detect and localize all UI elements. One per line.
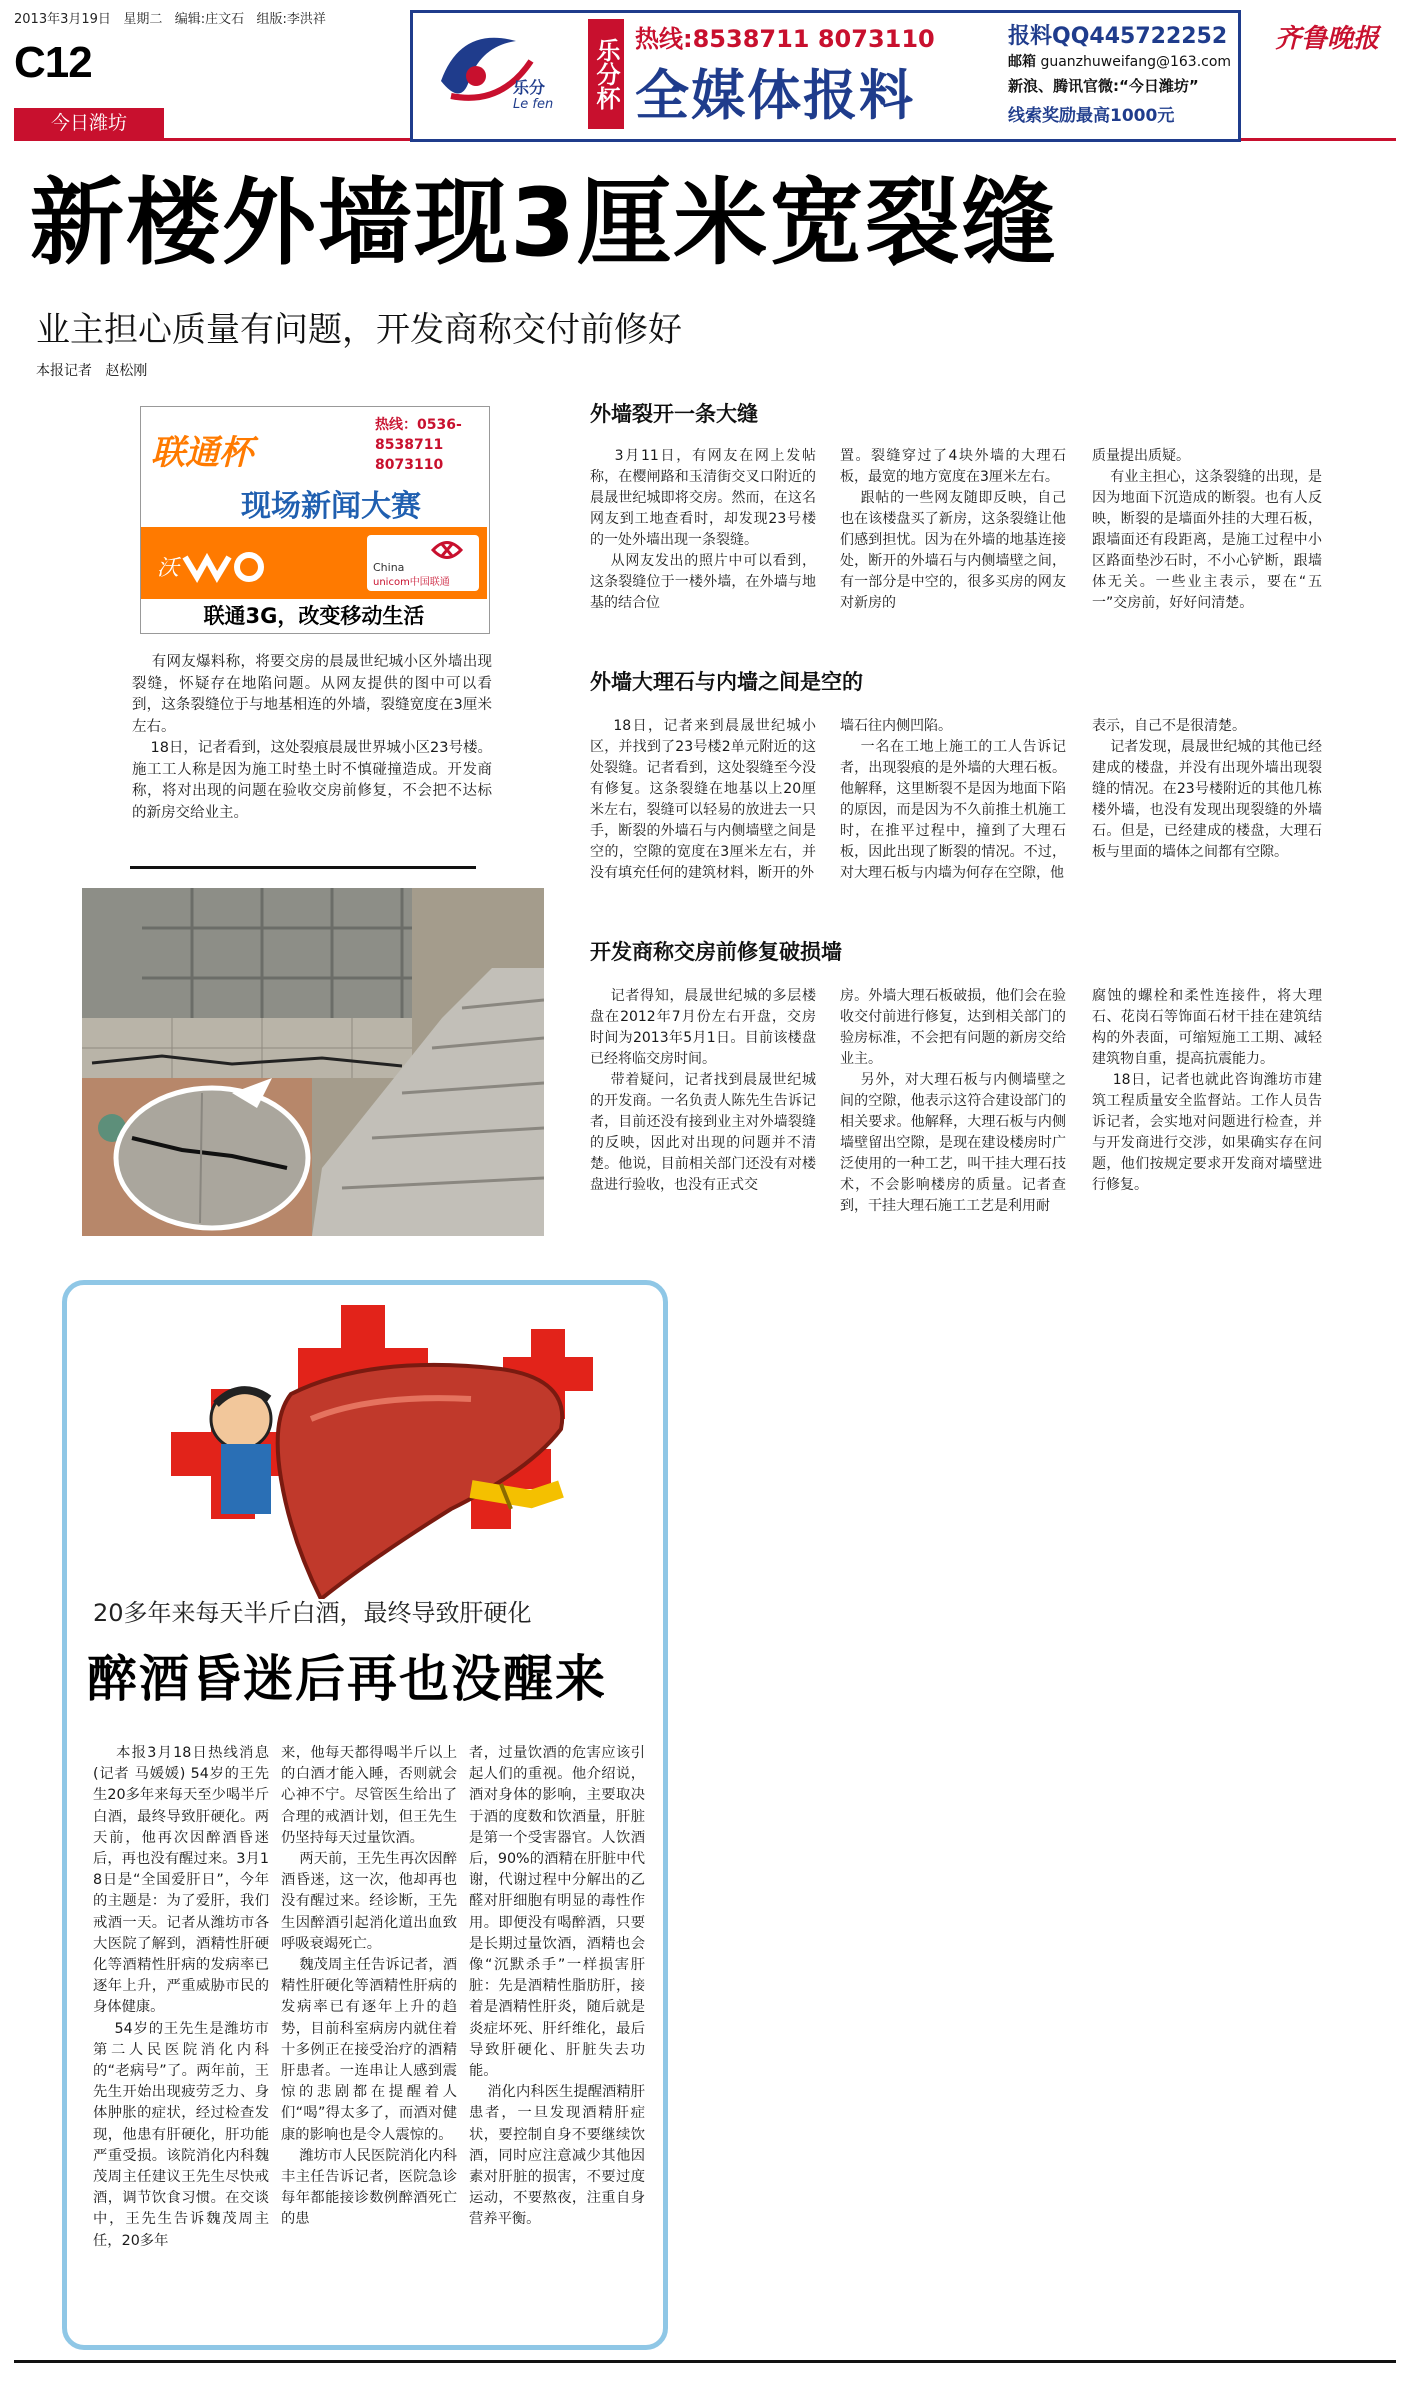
lead-rule — [130, 866, 476, 869]
ad-hotline — [375, 415, 462, 475]
article1-byline: 本报记者 赵松刚 — [36, 363, 148, 379]
sec1-col3: 质量提出质疑。 有业主担心，这条裂缝的出现，是因为地面下沉造成的断裂。也有人反映，断裂的是墙面外挂的大理石板，跟墙面还有段距离，是施工过程中小区路面垫沙石时，不小心铲断，跟墙体无关。一些业主表示，要在“五一”交房前，好好问清楚。 — [1092, 448, 1322, 611]
crack-photo-image — [82, 888, 544, 1236]
sec3-col2: 房。外墙大理石板破损，他们会在验收交付前进行修复，达到相关部门的验房标准，不会把有问题的新房交给业主。 另外，对大理石板与内侧墙壁之间的空隙，他表示这符合建设部门的相关要求。他解释，大理石板与内侧墙壁留出空隙，是现在建设楼房时广泛使用的一种工艺，叫干挂大理石技术，不会影响楼房的质量。记者查到，干挂大理石施工工艺是利用耐 — [840, 988, 1066, 1214]
brand-cn: 乐分 — [513, 78, 546, 97]
sec3-col1: 记者得知，晨晟世纪城的多层楼盘在2012年7月份左右开盘，交房时间为2013年5月1日。目前该楼盘已经将临交房时间。 带着疑问，记者找到晨晟世纪城的开发商。一名负责人陈先生告诉记者，目前还没有接到业主对外墙裂缝的反映，因此对出现的问题并不清楚。他说，目前相关部门还没有对楼盘进行验收，也没有正式交 — [590, 988, 816, 1193]
ad-hotline-3: 8073110 — [375, 457, 444, 473]
sec2-col3: 表示，自己不是很清楚。 记者发现，晨晟世纪城的其他已经建成的楼盘，并没有出现外墙出现裂缝的情况。在23号楼附近的其他几栋楼外墙，也没有发现出现裂缝的外墙石。但是，已经建成的楼盘，大理石板与里面的墙体之间都有空隙。 — [1092, 718, 1322, 860]
sec2-title: 外墙大理石与内墙之间是空的 — [590, 670, 863, 694]
unicom-logo-cn: unicom中国联通 — [373, 577, 450, 588]
article2-kicker: 20多年来每天半斤白酒，最终导致肝硬化 — [93, 1599, 532, 1627]
ad-hotline-1: 0536- — [417, 417, 462, 433]
ad-hotline-label-text: 热线： — [375, 417, 417, 433]
footer-rule — [14, 2360, 1396, 2363]
sec3-title: 开发商称交房前修复破损墙 — [590, 940, 842, 964]
section-tag: 今日潍坊 — [14, 108, 164, 138]
ad-band — [141, 527, 487, 599]
banner-hotline-number: 8538711 8073110 — [692, 25, 935, 53]
sec1-col2: 置。裂缝穿过了4块外墙的大理石板，最宽的地方宽度在3厘米左右。 跟帖的一些网友随即反映，自己也在该楼盘买了新房，这条裂缝让他们感到担忧。因为在外墙的地基连接处，断开的外墙石与内侧墙壁之间，有一部分是中空的，很多买房的网友对新房的 — [840, 448, 1066, 611]
unicom-logo-en: China — [373, 561, 405, 574]
article1-subhead: 业主担心质量有问题，开发商称交付前修好 — [36, 310, 682, 350]
article1-lead: 有网友爆料称，将要交房的晨晟世纪城小区外墙出现裂缝，怀疑存在地陷问题。从网友提供的图中可以看到，这条裂缝位于与地基相连的外墙，裂缝宽度在3厘米左右。 18日，记者看到，这处裂痕晨晟世界城小区23号楼。施工工人称是因为施工时垫土时不慎碰撞造成。开发商称，将对出现的问题在验收交房前修复，不会把不达标的新房交给业主。 — [132, 654, 493, 821]
crack-photo — [82, 888, 544, 1236]
ad-hotline-2: 8538711 — [375, 437, 444, 453]
banner-mail — [1008, 51, 1231, 71]
sec3-col3: 腐蚀的螺栓和柔性连接件，将大理石、花岗石等饰面石材干挂在建筑结构的外表面，可缩短施工工期、减轻建筑物自重，提高抗震能力。 18日，记者也就此咨询潍坊市建筑工程质量安全监督站。工作人员告诉记者，会实地对问题进行检查，并与开发商进行交涉，如果确实存在问题，他们按规定要求开发商对墙壁进行修复。 — [1092, 988, 1322, 1193]
newspaper-logo: 齐鲁晚报 — [1275, 24, 1380, 54]
ad-contest: 现场新闻大赛 — [241, 489, 421, 524]
ad-hotline-label — [375, 415, 462, 435]
banner-hotline-label: 热线: — [635, 25, 693, 53]
editor-credit: 编辑:庄文石 — [174, 12, 245, 27]
banner-mail-label: 邮箱 — [1008, 54, 1036, 70]
sec2-col2: 墙石往内侧凹陷。 一名在工地上施工的工人告诉记者，出现裂痕的是外墙的大理石板。他解释，这里断裂不是因为地面下陷的原因，而是因为不久前推土机施工时，在推平过程中，撞到了大理石板，因此出现了断裂的情况。不过，对大理石板与内墙为何存在空隙，他 — [840, 718, 1066, 881]
brand-en: Le fen — [513, 97, 554, 112]
unicom-ad — [140, 406, 490, 634]
liver-drunk-icon — [171, 1299, 601, 1599]
lefen-logo — [421, 21, 581, 129]
unicom-logo — [367, 535, 479, 591]
liver-illustration — [171, 1299, 601, 1599]
banner-hotline — [635, 19, 935, 54]
unicom-knot-icon — [427, 539, 467, 561]
lefen-emblem-icon — [421, 21, 581, 129]
header-meta — [14, 8, 326, 27]
page-number: C12 — [14, 38, 92, 87]
article1-headline: 新楼外墙现3厘米宽裂缝 — [30, 169, 1058, 278]
ad-slogan: 联通3G，改变移动生活 — [203, 604, 425, 628]
svg-text:沃: 沃 — [157, 556, 180, 581]
sec2-col1: 18日，记者来到晨晟世纪城小区，并找到了23号楼2单元附近的这处裂缝。记者看到，这处裂缝至今没有修复。这条裂缝在地基以上20厘米左右，裂缝可以轻易的放进去一只手，断裂的外墙石与内侧墙壁之间是空的，空隙的宽度在3厘米左右，并没有填充任何的建筑材料，断开的外 — [590, 718, 816, 881]
article2-headline: 醉酒昏迷后再也没醒来 — [87, 1650, 607, 1708]
banner-reward: 线索奖励最高1000元 — [1008, 106, 1175, 126]
banner-qq: 报料QQ445722252 — [1008, 24, 1228, 49]
layout-credit: 组版:李洪祥 — [256, 12, 326, 27]
banner-title: 全媒体报料 — [635, 64, 915, 127]
article2-box — [62, 1280, 668, 2350]
banner-weibo: 新浪、腾讯官微:“今日潍坊” — [1008, 77, 1199, 95]
sec1-col1: 3月11日，有网友在网上发帖称，在樱闸路和玉清街交叉口附近的晨晟世纪城即将交房。然而，在这名网友到工地查看时，却发现23号楼的一处外墙出现一条裂缝。 从网友发出的照片中可以看到，这条裂缝位于一楼外墙，在外墙与地基的结合位 — [590, 448, 816, 611]
banner-mail-address: guanzhuweifang@163.com — [1040, 54, 1232, 70]
article2-col3: 者，过量饮酒的危害应该引起人们的重视。他介绍说，酒对身体的影响，主要取决于酒的度数和饮酒量，肝脏是第一个受害器官。人饮酒后，90%的酒精在肝脏中代谢，代谢过程中分解出的乙醛对肝细胞有明显的毒性作用。即便没有喝醉酒，只要是长期过量饮酒，酒精也会像“沉默杀手”一样损害肝脏：先是酒精性脂肪肝，接着是酒精性肝炎，随后就是炎症坏死、肝纤维化，最后导致肝硬化、肝脏失去功能。 消化内科医生提醒酒精肝患者，一旦发现酒精肝症状，要控制自身不要继续饮酒，同时应注意减少其他因素对肝脏的损害，不要过度运动，不要熬夜，注重自身营养平衡。 — [469, 1745, 645, 2228]
sec1-title: 外墙裂开一条大缝 — [590, 402, 758, 426]
issue-date: 2013年3月19日 — [14, 12, 111, 27]
wo-logo-icon — [157, 537, 267, 589]
article2-col2: 来，他每天都得喝半斤以上的白酒才能入睡，否则就会心神不宁。尽管医生给出了合理的戒酒计划，但王先生仍坚持每天过量饮酒。 两天前，王先生再次因醉酒昏迷，这一次，他却再也没有醒过来。经诊断，王先生因醉酒引起消化道出血致呼吸衰竭死亡。 魏茂周主任告诉记者，酒精性肝硬化等酒精性肝病的发病率已有逐年上升的趋势，目前科室病房内就住着十多例正在接受治疗的酒精肝患者。一连串让人感到震惊的悲剧都在提醒着人们“喝”得太多了，而酒对健康的影响也是令人震惊的。 潍坊市人民医院消化内科丰主任告诉记者，医院急诊每年都能接诊数例醉酒死亡的患 — [281, 1745, 457, 2228]
ad-cup: 联通杯 — [151, 433, 253, 473]
tip-banner — [410, 10, 1241, 142]
lefen-cup-label: 乐分杯 — [588, 19, 624, 129]
article2-col1: 本报3月18日热线消息(记者 马媛媛) 54岁的王先生20多年来每天至少喝半斤白酒，最终导致肝硬化。两天前，他再次因醉酒昏迷后，再也没有醒过来。3月18日是“全国爱肝日”，今年的主题是：为了爱肝，我们戒酒一天。记者从潍坊市各大医院了解到，酒精性肝硬化等酒精性肝病的发病率已逐年上升，严重威胁市民的身体健康。 54岁的王先生是潍坊市第二人民医院消化内科的“老病号”了。两年前，王先生开始出现疲劳乏力、身体肿胀的症状，经过检查发现，他患有肝硬化，肝功能严重受损。该院消化内科魏茂周主任建议王先生尽快戒酒，调节饮食习惯。在交谈中，王先生告诉魏茂周主任，20多年 — [93, 1745, 269, 2249]
ad-top — [141, 407, 487, 527]
issue-weekday: 星期二 — [123, 12, 163, 27]
